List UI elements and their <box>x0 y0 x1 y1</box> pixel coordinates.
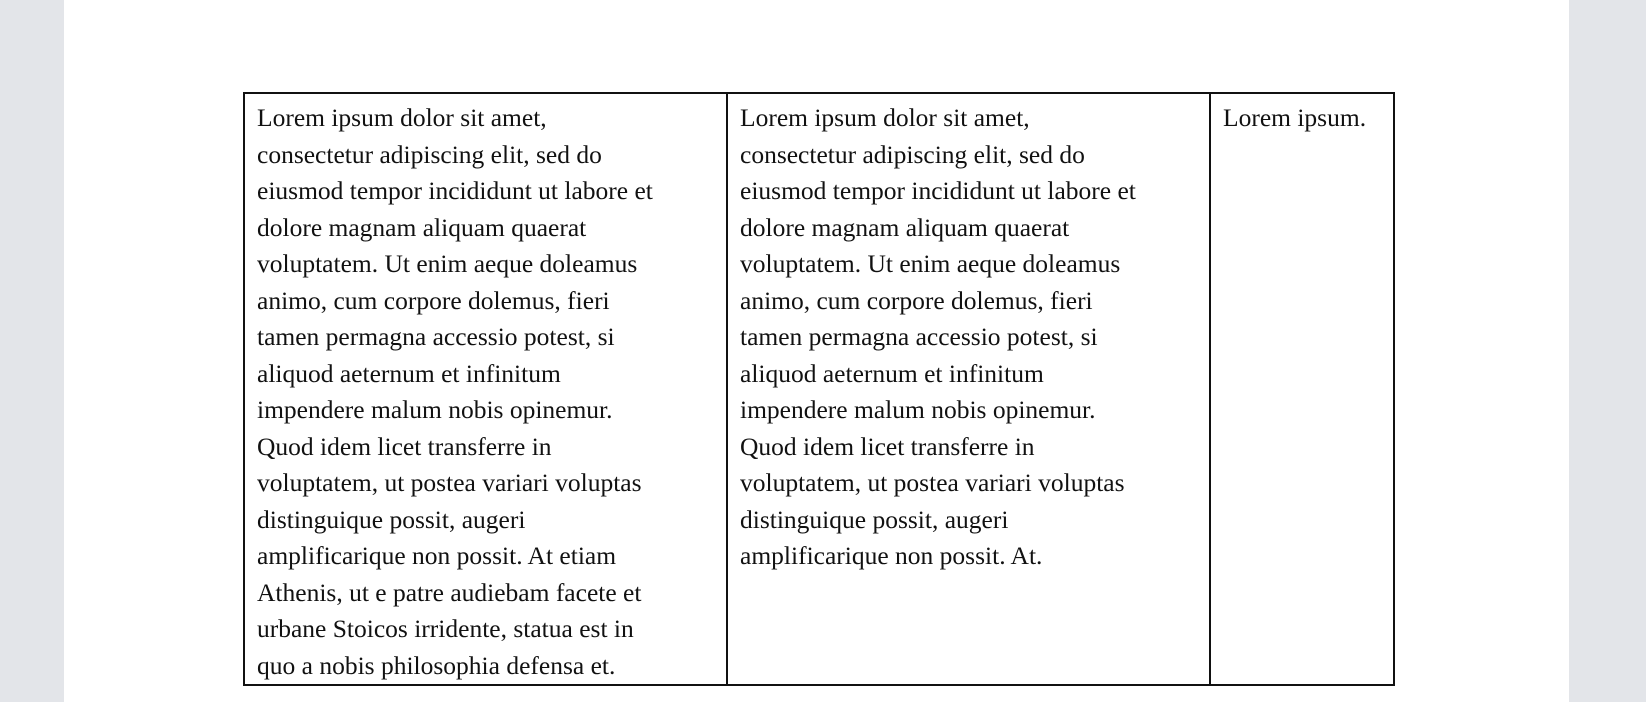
cell-text-line: tamen permagna accessio potest, si <box>740 322 1098 351</box>
cell-text-line: amplificarique non possit. At. <box>740 541 1043 570</box>
cell-text-line: tamen permagna accessio potest, si <box>257 322 615 351</box>
cell-text-line: dolore magnam aliquam quaerat <box>257 212 587 242</box>
cell-text-line: Lorem ipsum dolor sit amet, <box>740 103 1030 132</box>
cell-text-line: animo, cum corpore dolemus, fieri <box>740 285 1093 315</box>
cell-text-line: voluptatem. Ut enim aeque doleamus <box>257 249 638 278</box>
cell-text-line: voluptatem. Ut enim aeque doleamus <box>740 249 1121 278</box>
text-table <box>243 92 1395 686</box>
cell-text-line: consectetur adipiscing elit, sed do <box>740 139 1085 169</box>
cell-text-line: Quod idem licet transferre in <box>257 431 552 461</box>
cell-text-line: impendere malum nobis opinemur. <box>257 395 613 424</box>
table-cell-2 <box>727 93 1210 685</box>
table-cell-1 <box>244 93 727 685</box>
document-page <box>64 0 1569 702</box>
cell-text-line: voluptatem, ut postea variari voluptas <box>740 468 1125 497</box>
table-row <box>244 93 1394 685</box>
cell-text-line: dolore magnam aliquam quaerat <box>740 212 1070 242</box>
cell-text-line: animo, cum corpore dolemus, fieri <box>257 285 610 315</box>
cell-text-line: Athenis, ut e patre audiebam facete et <box>257 577 642 607</box>
cell-text-line: distinguique possit, augeri <box>257 504 526 534</box>
cell-text-line: Lorem ipsum. <box>1223 103 1367 132</box>
table-cell-3 <box>1210 93 1394 685</box>
cell-text-line: urbane Stoicos irridente, statua est in <box>257 614 634 643</box>
cell-text-line: Lorem ipsum dolor sit amet, <box>257 103 547 132</box>
cell-text-line: voluptatem, ut postea variari voluptas <box>257 468 642 497</box>
cell-text-line: eiusmod tempor incididunt ut labore et <box>740 176 1136 205</box>
cell-text-line: amplificarique non possit. At etiam <box>257 541 617 570</box>
cell-text-line: distinguique possit, augeri <box>740 504 1009 534</box>
cell-text-line: aliquod aeternum et infinitum <box>740 358 1044 388</box>
cell-text-line: aliquod aeternum et infinitum <box>257 358 561 388</box>
cell-text-line: eiusmod tempor incididunt ut labore et <box>257 176 653 205</box>
cell-text-line: quo a nobis philosophia defensa et. <box>257 650 616 680</box>
cell-text-line: impendere malum nobis opinemur. <box>740 395 1096 424</box>
cell-text-line: Quod idem licet transferre in <box>740 431 1035 461</box>
cell-text-line: consectetur adipiscing elit, sed do <box>257 139 602 169</box>
